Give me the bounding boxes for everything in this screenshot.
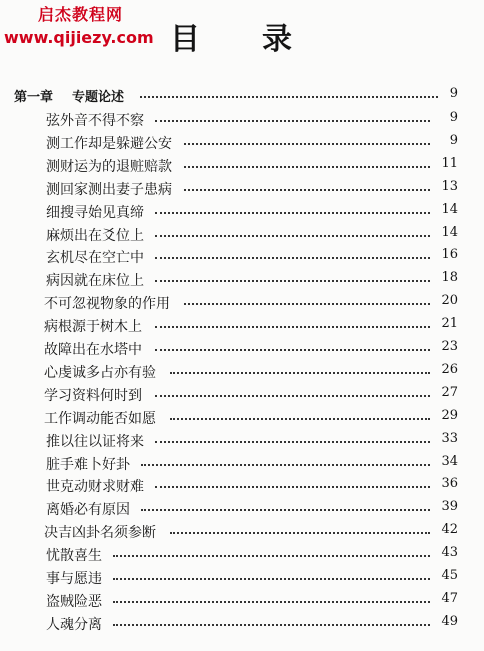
toc-entry-title: 弦外音不得不察: [46, 113, 144, 129]
toc-entry-page-number: 45: [441, 568, 458, 583]
toc-entry-row[interactable]: [0, 360, 484, 382]
toc-entry-page-number: 42: [441, 522, 458, 538]
toc-entry-page-number: 18: [441, 270, 458, 286]
toc-entry-row[interactable]: [0, 245, 484, 267]
toc-entry-title: 决吉凶卦名须参断: [44, 525, 156, 542]
toc-entry-row[interactable]: [0, 520, 484, 542]
toc-entry-page-number: 49: [441, 613, 458, 629]
dot-leader: [113, 624, 430, 626]
toc-entry-page-number: 9: [449, 132, 458, 148]
toc-entry-row[interactable]: [0, 429, 484, 451]
toc-entry-page-number: 36: [441, 476, 458, 492]
dot-leader: [155, 486, 430, 488]
toc-entry-title: 工作调动能否如愿: [44, 410, 156, 427]
toc-entry-row[interactable]: [0, 223, 484, 245]
dot-leader: [184, 166, 430, 168]
toc-entry-title: 不可忽视物象的作用: [44, 296, 170, 313]
page-title: [170, 14, 294, 58]
page-title-char-2: 录: [262, 22, 294, 57]
dot-leader: [155, 441, 430, 443]
toc-entry-row[interactable]: [0, 291, 484, 313]
dot-leader: [155, 326, 430, 328]
dot-leader: [141, 464, 430, 466]
toc-entry-title: 学习资料何时到: [44, 387, 142, 404]
dot-leader: [155, 212, 430, 214]
toc-entry-title: 病因就在床位上: [46, 273, 144, 290]
toc-entry-page-number: 26: [441, 361, 458, 377]
toc-entry-page-number: 9: [449, 110, 458, 125]
toc-entry-title: 脏手难卜好卦: [46, 456, 130, 473]
toc-entry-title: 测回家测出妻子患病: [46, 181, 172, 198]
toc-entry-row[interactable]: [0, 268, 484, 290]
toc-entry-page-number: 14: [441, 201, 458, 217]
toc-entry-page-number: 14: [441, 224, 458, 240]
toc-entry-row[interactable]: [0, 383, 484, 405]
toc-entry-row[interactable]: [0, 589, 484, 611]
dot-leader: [155, 395, 430, 397]
toc-entry-row[interactable]: [0, 200, 484, 222]
toc-entry-page-number: 39: [441, 499, 458, 515]
toc-entry-page-number: 21: [441, 316, 458, 332]
toc-entry-row[interactable]: [0, 177, 484, 199]
dot-leader: [170, 532, 430, 534]
toc-entry-page-number: 33: [441, 430, 458, 446]
dot-leader: [140, 96, 438, 98]
dot-leader: [184, 189, 430, 191]
dot-leader: [170, 418, 430, 420]
toc-entry-page-number: 20: [441, 293, 458, 309]
chapter-title: 专题论述: [72, 90, 125, 105]
toc-entry-row[interactable]: [0, 337, 484, 359]
dot-leader: [113, 578, 430, 580]
dot-leader: [141, 509, 430, 511]
toc-entry-title: 玄机尽在空亡中: [46, 250, 144, 267]
toc-chapter-row[interactable]: [0, 84, 484, 106]
toc-entry-page-number: 27: [441, 384, 458, 400]
toc-entry-page-number: 13: [441, 178, 458, 194]
dot-leader: [155, 349, 430, 351]
watermark-url: www.qijiezy.com: [4, 28, 154, 47]
toc-entry-row[interactable]: [0, 452, 484, 474]
toc-entry-title: 推以往以证将来: [46, 433, 144, 450]
toc-entry-title: 测财运为的退赃赔款: [46, 158, 172, 175]
toc-entry-title: 忧散喜生: [46, 548, 102, 565]
page-title-char-1: 目: [170, 22, 202, 57]
toc-entry-title: 盗贼险恶: [46, 593, 102, 610]
dot-leader: [170, 372, 430, 374]
toc-entry-title: 细搜寻始见真缔: [46, 204, 144, 221]
toc-entry-title: 测工作却是躲避公安: [46, 135, 172, 152]
dot-leader: [155, 280, 430, 282]
dot-leader: [113, 601, 430, 603]
dot-leader: [155, 257, 430, 259]
toc-entry-title: 病根源于树木上: [44, 319, 142, 336]
toc-entry-title: 世克动财求财难: [46, 479, 144, 496]
chapter-page-number: 9: [449, 86, 458, 101]
toc-entry-page-number: 34: [441, 453, 458, 469]
toc-entry-page-number: 43: [441, 545, 458, 561]
toc-entry-row[interactable]: [0, 612, 484, 634]
dot-leader: [184, 303, 430, 305]
toc-entry-row[interactable]: [0, 406, 484, 428]
toc-entry-row[interactable]: [0, 497, 484, 519]
toc-entry-row[interactable]: [0, 566, 484, 588]
toc-entry-row[interactable]: [0, 543, 484, 565]
toc-entry-row[interactable]: [0, 314, 484, 336]
toc-entry-title: 故障出在水塔中: [44, 342, 142, 358]
toc-entry-row[interactable]: [0, 474, 484, 496]
toc-entry-page-number: 11: [441, 155, 458, 171]
dot-leader: [184, 143, 430, 145]
chapter-label: 第一章: [14, 90, 54, 105]
toc-entry-page-number: 23: [441, 339, 458, 354]
toc-entry-row[interactable]: [0, 131, 484, 153]
toc-entry-page-number: 47: [441, 590, 458, 606]
dot-leader: [155, 120, 430, 122]
watermark-site-name: 启杰教程网: [38, 5, 124, 24]
toc-entry-page-number: 16: [441, 247, 458, 263]
toc-entry-title: 事与愿违: [46, 571, 102, 587]
dot-leader: [155, 235, 430, 237]
toc-entry-title: 麻烦出在爻位上: [46, 227, 144, 244]
toc-entry-row[interactable]: [0, 154, 484, 176]
toc-entry-title: 心虔诚多占亦有验: [44, 364, 156, 381]
toc-entry-title: 人魂分离: [46, 616, 102, 633]
toc-entry-row[interactable]: [0, 108, 484, 130]
dot-leader: [113, 555, 430, 557]
toc-entry-title: 离婚必有原因: [46, 502, 130, 519]
toc-entry-page-number: 29: [441, 407, 458, 423]
